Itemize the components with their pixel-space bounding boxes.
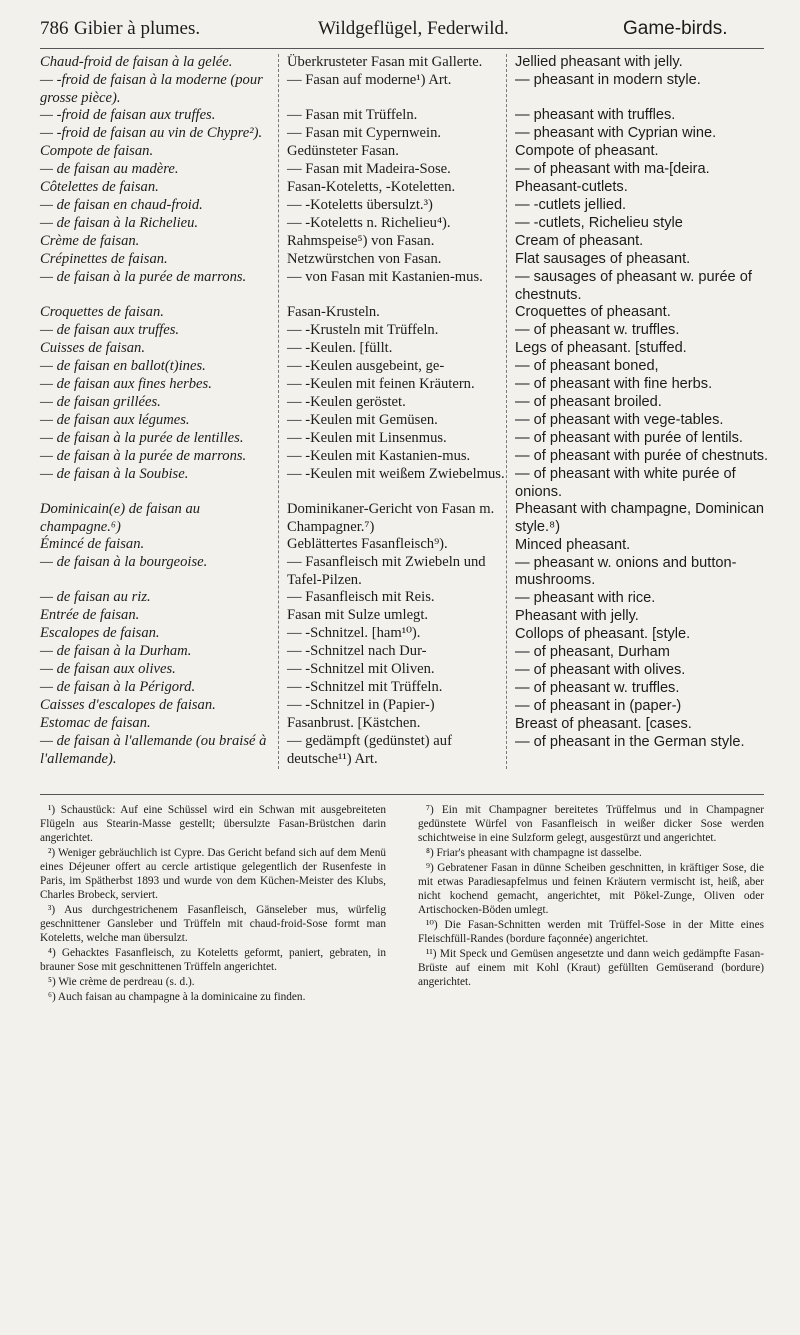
entry-fr-33: — de faisan à l'allemande (ou braisé à l'allemande). xyxy=(40,733,267,767)
entry-de-26: Fasan mit Sulze umlegt. xyxy=(287,607,429,624)
entry-fr-0: Chaud-froid de faisan à la gelée. xyxy=(40,54,233,70)
entry-fr-15: — de faisan en ballot(t)ines. xyxy=(40,358,206,375)
entry-fr-8: — de faisan à la Richelieu. xyxy=(40,215,199,232)
entry-en-11: — sausages of pheasant w. purée of chestnuts. xyxy=(515,269,752,303)
entry-de-15: — -Keulen ausgebeint, ge- xyxy=(287,358,445,374)
entry-de-0: Überkrusteter Fasan mit Gallerte. xyxy=(287,54,483,70)
entry-de-32: Fasanbrust. [Kästchen. xyxy=(287,715,421,732)
entry-de-31: — -Schnitzel in (Papier-) xyxy=(287,697,435,714)
entry-de-16: — -Keulen mit feinen Kräutern. xyxy=(287,376,475,392)
entry-de-24: — Fasanfleisch mit Zwiebeln und Tafel-Pilzen. xyxy=(287,554,486,588)
footnote-right-2: ⁹) Gebratener Fasan in dünne Scheiben geschnitten, in kräftiger Sose, die mit etwas Paradiesapfelmus und feinen Kräutern vermischt ist, heiß, aber nicht kochend gemacht, angerichtet, mit Pökel-Zunge, Oliven oder Artischocken-Böden umlegt. xyxy=(418,862,764,916)
entry-fr-11: — de faisan à la purée de marrons. xyxy=(40,269,247,286)
entry-de-30: — -Schnitzel mit Trüffeln. xyxy=(287,679,443,696)
entry-de-20: — -Keulen mit Kastanien-mus. xyxy=(287,448,471,464)
entry-de-3: — Fasan mit Cypernwein. xyxy=(287,125,442,141)
entry-en-3: — pheasant with Cyprian wine. xyxy=(515,125,717,141)
footnotes-right-column xyxy=(418,803,764,990)
entry-fr-31: Caisses d'escalopes de faisan. xyxy=(40,697,216,714)
entry-fr-7: — de faisan en chaud-froid. xyxy=(40,197,203,214)
entry-en-18: — of pheasant with vege-tables. xyxy=(515,412,724,429)
entry-fr-10: Crépinettes de faisan. xyxy=(40,251,168,268)
entry-de-6: Fasan-Koteletts, -Koteletten. xyxy=(287,179,456,195)
entry-en-2: — pheasant with truffles. xyxy=(515,107,676,123)
entry-en-12: Croquettes of pheasant. xyxy=(515,304,671,321)
entry-de-29: — -Schnitzel mit Oliven. xyxy=(287,661,435,678)
entry-fr-22: Dominicain(e) de faisan au champagne.⁶) xyxy=(40,501,201,535)
entry-de-7: — -Koteletts übersulzt.³) xyxy=(287,197,433,213)
entry-fr-6: Côtelettes de faisan. xyxy=(40,179,159,196)
entry-en-14: Legs of pheasant. [stuffed. xyxy=(515,340,687,357)
entry-en-5: — of pheasant with ma-[deira. xyxy=(515,161,710,177)
entry-de-21: — -Keulen mit weißem Zwiebelmus. xyxy=(287,466,505,482)
footnote-left-2: ³) Aus durchgestrichenem Fasanfleisch, Gänseleber mus, würfelig geschnittener Gansleber und Trüffeln mit chaud-froid-Sose formt man Koteletts, welche man übersulzt. xyxy=(40,904,386,944)
footnote-right-0: ⁷) Ein mit Champagner bereitetes Trüffelmus und in Champagner gedünstete Würfel von Fasanfleisch in weißer dicker Sose werden schichtweise in eine Sulzform gelegt, ausgestürzt und angerichtet. xyxy=(418,804,764,844)
entry-en-4: Compote of pheasant. xyxy=(515,143,659,159)
entry-en-32: Breast of pheasant. [cases. xyxy=(515,715,692,732)
entry-fr-24: — de faisan à la bourgeoise. xyxy=(40,554,208,571)
entry-fr-1: — -froid de faisan à la moderne (pour grosse pièce). xyxy=(40,72,263,106)
entry-de-23: Geblättertes Fasanfleisch⁹). xyxy=(287,536,448,553)
footnote-left-5: ⁶) Auch faisan au champagne à la dominicaine zu finden. xyxy=(48,991,306,1003)
english-column xyxy=(506,54,773,769)
entry-fr-26: Entrée de faisan. xyxy=(40,607,140,624)
entry-en-10: Flat sausages of pheasant. xyxy=(515,251,691,267)
footnote-left-1: ²) Weniger gebräuchlich ist Cypre. Das Gericht befand sich auf dem Menü eines Déjeuner offert au cercle artistique gelegentlich der Rusenfeste in Paris, im Spätherbst 1893 und wurde von dem Küchen-Meister des Klubs, Charles Brobeck, serviert. xyxy=(40,847,386,901)
footnote-right-1: ⁸) Friar's pheasant with champagne ist dasselbe. xyxy=(426,847,642,859)
entry-en-31: — of pheasant in (paper-) xyxy=(515,697,682,714)
entry-en-17: — of pheasant broiled. xyxy=(515,394,662,411)
entry-de-13: — -Krusteln mit Trüffeln. xyxy=(287,322,439,338)
entry-de-25: — Fasanfleisch mit Reis. xyxy=(287,589,435,606)
entry-fr-3: — -froid de faisan au vin de Chypre²). xyxy=(40,125,263,142)
entry-en-13: — of pheasant w. truffles. xyxy=(515,322,680,339)
entry-fr-4: Compote de faisan. xyxy=(40,143,154,160)
entry-fr-12: Croquettes de faisan. xyxy=(40,304,164,321)
entry-en-26: Pheasant with jelly. xyxy=(515,607,639,624)
entry-en-15: — of pheasant boned, xyxy=(515,358,659,375)
entry-fr-19: — de faisan à la purée de lentilles. xyxy=(40,430,244,447)
entry-en-0: Jellied pheasant with jelly. xyxy=(515,54,683,70)
entry-en-28: — of pheasant, Durham xyxy=(515,643,670,660)
entry-fr-20: — de faisan à la purée de marrons. xyxy=(40,448,247,465)
dictionary-page xyxy=(40,14,769,1324)
entry-en-24: — pheasant w. onions and button-mushrooms. xyxy=(515,554,737,589)
footnote-left-0: ¹) Schaustück: Auf eine Schüssel wird ein Schwan mit ausgebreiteten Flügeln aus Stearin-Masse gestellt; übersulzte Fasan-Brüstchen darin angerichtet. xyxy=(40,804,386,844)
entry-fr-23: Émincé de faisan. xyxy=(40,536,145,553)
german-section-title: Wildgeflügel, Federwild. xyxy=(318,18,509,39)
entry-de-19: — -Keulen mit Linsenmus. xyxy=(287,430,447,446)
entry-de-1: — Fasan auf moderne¹) Art. xyxy=(287,72,452,88)
entry-en-20: — of pheasant with purée of chestnuts. xyxy=(515,448,769,465)
entry-fr-28: — de faisan à la Durham. xyxy=(40,643,192,660)
entry-fr-32: Estomac de faisan. xyxy=(40,715,151,732)
entry-fr-27: Escalopes de faisan. xyxy=(40,625,160,642)
entry-fr-18: — de faisan aux légumes. xyxy=(40,412,190,429)
french-column xyxy=(40,54,272,769)
entry-en-6: Pheasant-cutlets. xyxy=(515,179,628,195)
entry-en-22: Pheasant with champagne, Dominican style.⁸) xyxy=(515,501,765,535)
french-section-title: Gibier à plumes. xyxy=(74,18,201,39)
page-header xyxy=(40,14,764,49)
entry-fr-9: Crème de faisan. xyxy=(40,233,140,250)
entry-en-8: — -cutlets, Richelieu style xyxy=(515,215,683,231)
entry-fr-25: — de faisan au riz. xyxy=(40,589,151,606)
entry-en-19: — of pheasant with purée of lentils. xyxy=(515,430,743,447)
entry-en-1: — pheasant in modern style. xyxy=(515,72,701,88)
entry-en-29: — of pheasant with olives. xyxy=(515,661,686,678)
entry-fr-29: — de faisan aux olives. xyxy=(40,661,176,678)
entry-fr-5: — de faisan au madère. xyxy=(40,161,179,178)
entry-de-2: — Fasan mit Trüffeln. xyxy=(287,107,418,123)
entry-fr-2: — -froid de faisan aux truffes. xyxy=(40,107,216,124)
entry-fr-30: — de faisan à la Périgord. xyxy=(40,679,196,696)
entry-de-10: Netzwürstchen von Fasan. xyxy=(287,251,442,267)
entry-de-11: — von Fasan mit Kastanien-mus. xyxy=(287,269,483,285)
footnote-right-4: ¹¹) Mit Speck und Gemüsen angesetzte und dann weich gedämpfte Fasan-Brüste auf einem mit Kohl (Kraut) gefüllten Gemüserand (bordure) angerichtet. xyxy=(418,948,764,988)
entry-en-7: — -cutlets jellied. xyxy=(515,197,627,213)
entry-de-9: Rahmspeise⁵) von Fasan. xyxy=(287,233,435,249)
entry-de-5: — Fasan mit Madeira-Sose. xyxy=(287,161,451,177)
entry-de-22: Dominikaner-Gericht von Fasan m. Champagner.⁷) xyxy=(287,501,495,535)
german-column xyxy=(278,54,509,769)
english-section-title: Game-birds. xyxy=(623,18,728,39)
entry-de-27: — -Schnitzel. [ham¹⁰). xyxy=(287,625,421,642)
entry-fr-14: Cuisses de faisan. xyxy=(40,340,145,357)
entry-de-33: — gedämpft (gedünstet) auf deutsche¹¹) Art. xyxy=(287,733,452,767)
entry-fr-21: — de faisan à la Soubise. xyxy=(40,466,189,483)
entry-de-8: — -Koteletts n. Richelieu⁴). xyxy=(287,215,451,231)
entry-de-28: — -Schnitzel nach Dur- xyxy=(287,643,427,660)
entry-en-16: — of pheasant with fine herbs. xyxy=(515,376,713,393)
entry-en-30: — of pheasant w. truffles. xyxy=(515,679,680,696)
entry-de-17: — -Keulen geröstet. xyxy=(287,394,406,410)
entry-en-33: — of pheasant in the German style. xyxy=(515,733,745,750)
footnotes xyxy=(40,794,764,1003)
entry-en-21: — of pheasant with white purée of onions. xyxy=(515,466,736,500)
entry-en-23: Minced pheasant. xyxy=(515,536,631,553)
entry-fr-17: — de faisan grillées. xyxy=(40,394,161,411)
footnote-left-4: ⁵) Wie crème de perdreau (s. d.). xyxy=(48,976,195,988)
footnote-left-3: ⁴) Gehacktes Fasanfleisch, zu Koteletts geformt, paniert, gebraten, in brauner Sose mit geschnittenen Trüffeln angerichtet. xyxy=(40,947,386,973)
page-number: 786 xyxy=(40,18,69,39)
entry-en-9: Cream of pheasant. xyxy=(515,233,644,249)
footnotes-left-column xyxy=(40,803,386,1005)
entry-de-12: Fasan-Krusteln. xyxy=(287,304,380,320)
entry-de-4: Gedünsteter Fasan. xyxy=(287,143,399,159)
entry-fr-16: — de faisan aux fines herbes. xyxy=(40,376,212,393)
entry-en-27: Collops of pheasant. [style. xyxy=(515,625,691,642)
entry-fr-13: — de faisan aux truffes. xyxy=(40,322,180,339)
entry-en-25: — pheasant with rice. xyxy=(515,589,656,606)
entry-de-14: — -Keulen. [füllt. xyxy=(287,340,393,356)
footnote-right-3: ¹⁰) Die Fasan-Schnitten werden mit Trüffel-Sose in der Mitte eines Fleischfüll-Randes (bordure façonnée) angerichtet. xyxy=(418,919,764,945)
entry-de-18: — -Keulen mit Gemüsen. xyxy=(287,412,438,428)
